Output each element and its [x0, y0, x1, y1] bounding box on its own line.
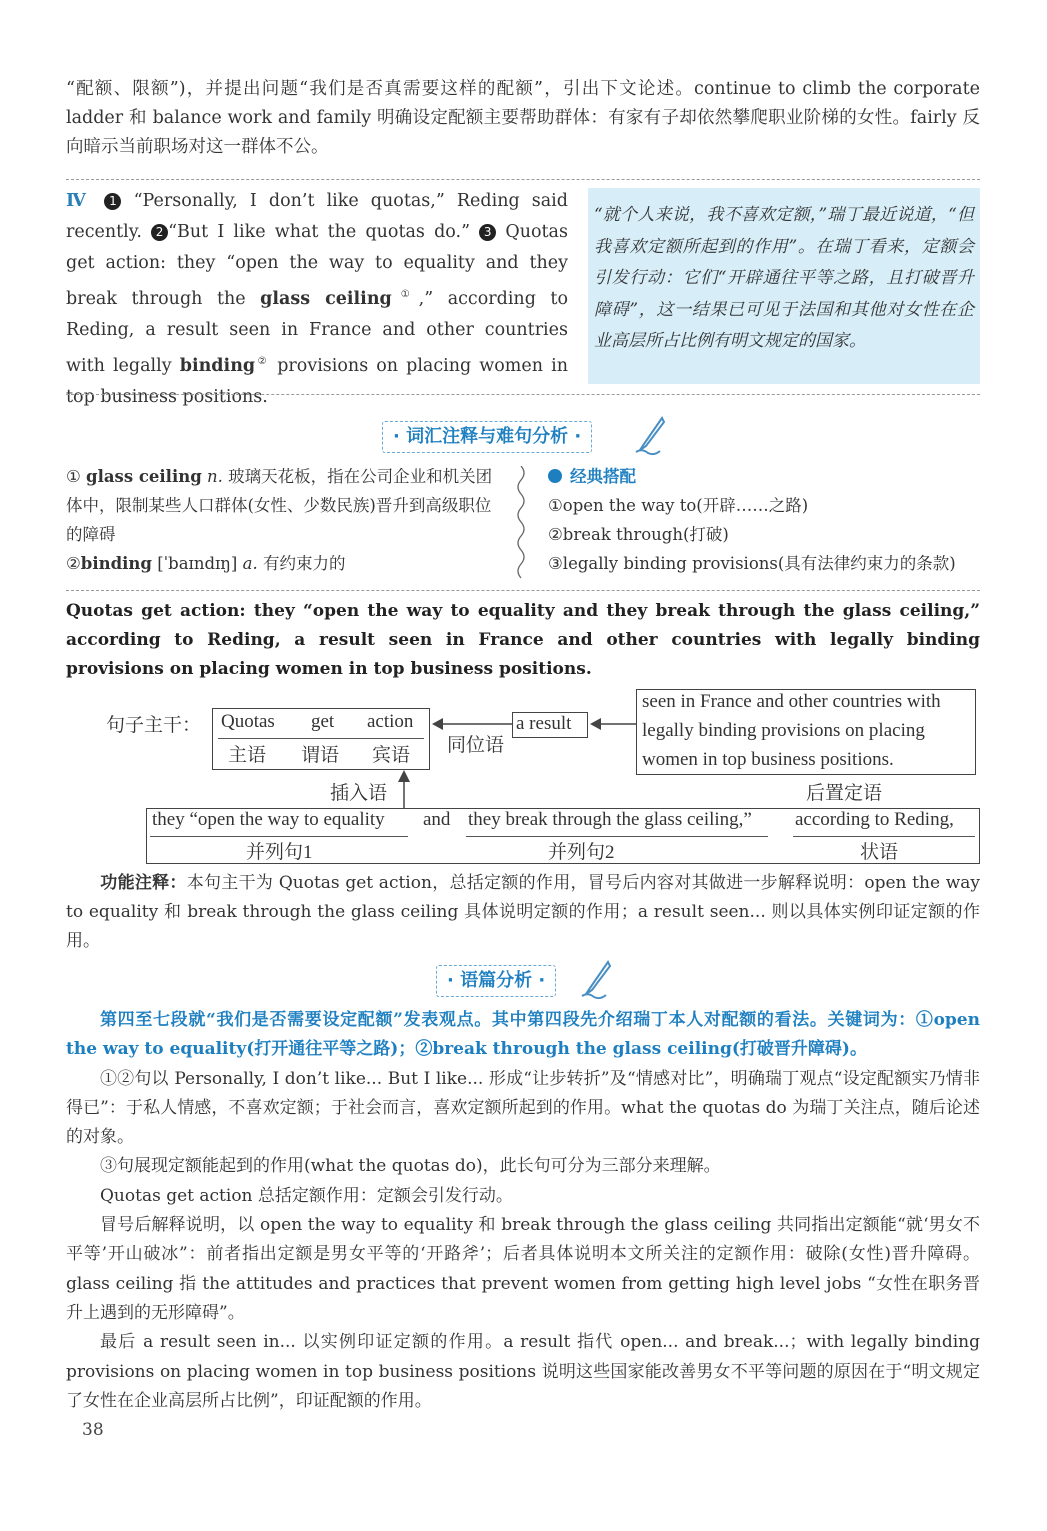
- sentence-number-2: 2: [151, 224, 168, 241]
- vocab-item-binding: [66, 549, 506, 578]
- word-quotas: Quotas: [221, 711, 275, 732]
- vocab-word-2: binding: [80, 554, 152, 573]
- footnote-mark-1: ①: [391, 289, 419, 300]
- arrow-up-icon: [396, 770, 412, 808]
- vocab-notes: [66, 462, 506, 578]
- vocab-pos-2: a.: [242, 554, 258, 573]
- sentence-number-3: 3: [479, 224, 496, 241]
- divider-1: [66, 179, 980, 180]
- translation-box: [588, 188, 980, 384]
- underline: [218, 738, 424, 739]
- vocab-number-1: ①: [66, 467, 81, 486]
- analysis-lead: 第四至七段就“我们是否需要设定配额”发表观点。其中第四段先介绍瑞丁本人对配额的看法。关键词为：①open the way to equality(打开通往平等之路)；②break through the glass ceiling(打破晋升障碍)。: [66, 1010, 980, 1060]
- collocations-header: [548, 462, 980, 491]
- post-modifier-line-2: legally binding provisions on placing: [642, 720, 925, 741]
- label-clause-2: 并列句2: [548, 842, 615, 863]
- clause-3: according to Reding,: [795, 809, 954, 830]
- vocab-def-1: 玻璃天花板，指在公司企业和机关团体中，限制某些人口群体(女性、少数民族)晋升到高级职位的障碍: [66, 467, 493, 544]
- collocations: [548, 462, 980, 578]
- discourse-analysis: [66, 1006, 980, 1416]
- analysis-paragraph: ①②句以 Personally, I don’t like... But I like... 形成“让步转折”及“情感对比”，明确瑞丁观点“设定配额实乃情非得已”：于私人情感，不喜欢定额；于社会而言，喜欢定额所起到的作用。what the quotas do 为瑞丁关注点，随后论述的对象。: [66, 1068, 980, 1148]
- key-sentence: Quotas get action: they “open the way to equality and they break through the glass ceiling,” according to Reding, a result seen in France and other countries with legally binding provisions on placing women in top business positions.: [66, 601, 980, 679]
- collocations-title: 经典搭配: [570, 467, 636, 486]
- term-glass-ceiling: glass ceiling: [260, 288, 392, 309]
- sentence-3-part-a: Quotas get action: they “open the way to equality and they break through the: [66, 222, 568, 309]
- analysis-paragraph: 最后 a result seen in... 以实例印证定额的作用。a result 指代 open... and break...；with legally binding provisions on placing women in top business positions 说明这些国家能改善男女不平等问题的原因在于“明文规定了女性在企业高层所占比例”，印证配额的作用。: [66, 1332, 980, 1411]
- divider-3: [66, 590, 980, 591]
- vocab-item-glass-ceiling: [66, 462, 506, 549]
- pen-icon: [632, 416, 666, 456]
- underline: [466, 836, 768, 837]
- function-note-label: 功能注释：: [100, 873, 187, 893]
- sentence-3-part-c: ,” according to Reding, a result seen in France and other countries with legally: [66, 288, 568, 376]
- analysis-section-title: · 语篇分析 ·: [436, 965, 556, 997]
- word-get: get: [311, 711, 335, 732]
- paragraph-number: Ⅳ: [66, 191, 93, 211]
- arrow-icon: [588, 714, 636, 734]
- sentence-3-part-e: provisions on placing women in top business positions.: [66, 355, 568, 407]
- clause-1: they “open the way to equality: [152, 809, 385, 830]
- sentence-2: “But I like what the quotas do.”: [168, 222, 471, 242]
- bullet-dot-icon: [548, 469, 562, 483]
- vocab-word-1: glass ceiling: [86, 467, 202, 486]
- word-action: action: [367, 711, 414, 732]
- pen-icon: [578, 960, 612, 1000]
- label-object: 宾语: [372, 745, 411, 766]
- collocation-item: ②break through(打破): [548, 525, 729, 544]
- analysis-paragraph: 冒号后解释说明，以 open the way to equality 和 break through the glass ceiling 共同指出定额能“就‘男女不平等’开山破冰”：前者指出定额是男女平等的‘开路斧’；后者具体说明本文所关注的定额作用：破除(女性)晋升障碍。glass ceiling 指 the attitudes and practices that prevent women from getting high level jobs “女性在职务晋升上遇到的无形障碍”。: [66, 1215, 980, 1323]
- term-binding: binding: [179, 355, 256, 376]
- analysis-paragraph: ③句展现定额能起到的作用(what the quotas do)，此长句可分为三部分来理解。: [100, 1156, 721, 1177]
- word-a-result: a result: [516, 713, 572, 734]
- label-subject: 主语: [228, 745, 267, 766]
- post-modifier-line-1: seen in France and other countries with: [642, 691, 941, 712]
- collocation-item: ①open the way to(开辟……之路): [548, 496, 809, 515]
- label-appositive: 同位语: [447, 735, 505, 756]
- function-note-text: 本句主干为 Quotas get action，总括定额的作用，冒号后内容对其做进一步解释说明：open the way to equality 和 break through the glass ceiling 具体说明定额的作用；a result seen... 则以具体实例印证定额的作用。: [66, 873, 980, 951]
- analysis-paragraph: Quotas get action 总括定额作用：定额会引发行动。: [100, 1185, 513, 1206]
- label-adverbial: 状语: [860, 842, 899, 863]
- vocab-number-2: ②: [66, 554, 81, 573]
- page-number: 38: [82, 1420, 104, 1440]
- top-paragraph: “配额、限额”)，并提出问题“我们是否真需要这样的配额”，引出下文论述。continue to climb the corporate ladder 和 balance work and family 明确设定配额主要帮助群体：有家有子却依然攀爬职业阶梯的女性。fairly 反向暗示当前职场对这一群体不公。: [66, 79, 980, 157]
- english-passage: [66, 186, 568, 413]
- wavy-divider: [514, 466, 528, 582]
- label-predicate: 谓语: [301, 745, 340, 766]
- vocab-phonetic-2: [ˈbaɪndɪŋ]: [157, 554, 238, 573]
- label-clause-1: 并列句1: [246, 842, 313, 863]
- main-clause-label: 句子主干：: [106, 715, 202, 736]
- function-note: [66, 869, 980, 956]
- sentence-1: “Personally, I don’t like quotas,” Reding said recently.: [66, 191, 568, 242]
- divider-2: [66, 394, 980, 395]
- footnote-mark-2: ②: [255, 355, 270, 367]
- vocab-def-2: 有约束力的: [262, 554, 346, 573]
- word-and: and: [423, 809, 451, 830]
- translation-text: “就个人来说，我不喜欢定额，”瑞丁最近说道，“但我喜欢定额所起到的作用”。在瑞丁看来，定额会引发行动：它们“开辟通往平等之路，且打破晋升障碍”，这一结果已可见于法国和其他对女性在企业高层所占比例有明文规定的国家。: [594, 205, 974, 351]
- post-modifier-line-3: women in top business positions.: [642, 749, 894, 770]
- collocation-item: ③legally binding provisions(具有法律约束力的条款): [548, 554, 956, 573]
- sentence-number-1: 1: [104, 193, 121, 210]
- vocab-pos-1: n.: [207, 467, 223, 486]
- clause-2: they break through the glass ceiling,”: [468, 809, 752, 830]
- label-insertion: 插入语: [330, 783, 388, 804]
- label-post-modifier: 后置定语: [806, 783, 883, 804]
- vocab-section-title: · 词汇注释与难句分析 ·: [382, 421, 592, 453]
